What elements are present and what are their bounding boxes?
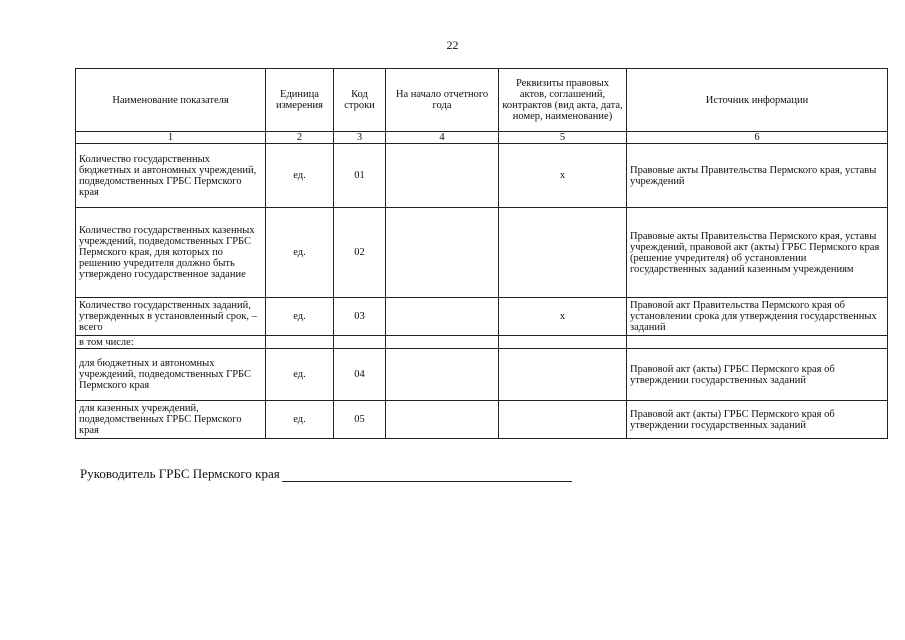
unit-cell: ед.: [266, 208, 334, 298]
column-number: 6: [627, 132, 888, 144]
unit-cell: [266, 336, 334, 349]
code-cell: 01: [334, 144, 386, 208]
unit-cell: ед.: [266, 349, 334, 401]
indicator-name: Количество государственных бюджетных и автономных учреждений, подведомственных ГРБС Пермского края: [76, 144, 266, 208]
table-row: [76, 336, 888, 349]
indicator-name: для казенных учреждений, подведомственных ГРБС Пермского края: [76, 401, 266, 439]
code-cell: [334, 336, 386, 349]
year-start-cell: [386, 298, 499, 336]
column-number: 2: [266, 132, 334, 144]
unit-cell: ед.: [266, 144, 334, 208]
column-number: 1: [76, 132, 266, 144]
header-row-code: Код строки: [334, 69, 386, 132]
requisites-cell: [499, 208, 627, 298]
requisites-cell: х: [499, 144, 627, 208]
table-row: [76, 208, 888, 298]
requisites-cell: [499, 336, 627, 349]
year-start-cell: [386, 349, 499, 401]
source-cell: Правовой акт (акты) ГРБС Пермского края об утверждении государственных заданий: [627, 349, 888, 401]
requisites-cell: [499, 401, 627, 439]
year-start-cell: [386, 208, 499, 298]
table-row: [76, 298, 888, 336]
code-cell: 05: [334, 401, 386, 439]
source-cell: Правовой акт Правительства Пермского края об установлении срока для утверждения государственных заданий: [627, 298, 888, 336]
header-year-start: На начало отчетного года: [386, 69, 499, 132]
header-requisites: Реквизиты правовых актов, соглашений, контрактов (вид акта, дата, номер, наименование): [499, 69, 627, 132]
code-cell: 03: [334, 298, 386, 336]
unit-cell: ед.: [266, 298, 334, 336]
table-row: [76, 144, 888, 208]
indicator-name: в том числе:: [76, 336, 266, 349]
year-start-cell: [386, 336, 499, 349]
source-cell: Правовой акт (акты) ГРБС Пермского края об утверждении государственных заданий: [627, 401, 888, 439]
source-cell: Правовые акты Правительства Пермского края, уставы учреждений: [627, 144, 888, 208]
page-number: 22: [446, 38, 459, 52]
report-table: [75, 68, 888, 439]
header-indicator-name: Наименование показателя: [76, 69, 266, 132]
source-cell: [627, 336, 888, 349]
code-cell: 04: [334, 349, 386, 401]
table-row: [76, 349, 888, 401]
signature-line[interactable]: [282, 469, 572, 482]
column-number-row: [76, 132, 888, 144]
year-start-cell: [386, 401, 499, 439]
unit-cell: ед.: [266, 401, 334, 439]
header-source: Источник информации: [627, 69, 888, 132]
code-cell: 02: [334, 208, 386, 298]
indicator-name: для бюджетных и автономных учреждений, подведомственных ГРБС Пермского края: [76, 349, 266, 401]
signature-block: [80, 466, 572, 482]
column-number: 3: [334, 132, 386, 144]
column-number: 4: [386, 132, 499, 144]
table-row: [76, 401, 888, 439]
requisites-cell: [499, 349, 627, 401]
source-cell: Правовые акты Правительства Пермского края, уставы учреждений, правовой акт (акты) ГРБС Пермского края (решение учредителя) об установлении государственных заданий казенным учреждениям: [627, 208, 888, 298]
signature-label: Руководитель ГРБС Пермского края: [80, 466, 280, 481]
requisites-cell: х: [499, 298, 627, 336]
table-header-row: [76, 69, 888, 132]
year-start-cell: [386, 144, 499, 208]
column-number: 5: [499, 132, 627, 144]
header-unit: Единица измерения: [266, 69, 334, 132]
indicator-name: Количество государственных заданий, утвержденных в установленный срок, – всего: [76, 298, 266, 336]
indicator-name: Количество государственных казенных учреждений, подведомственных ГРБС Пермского края, для которых по решению учредителя должно быть утверждено государственное задание: [76, 208, 266, 298]
